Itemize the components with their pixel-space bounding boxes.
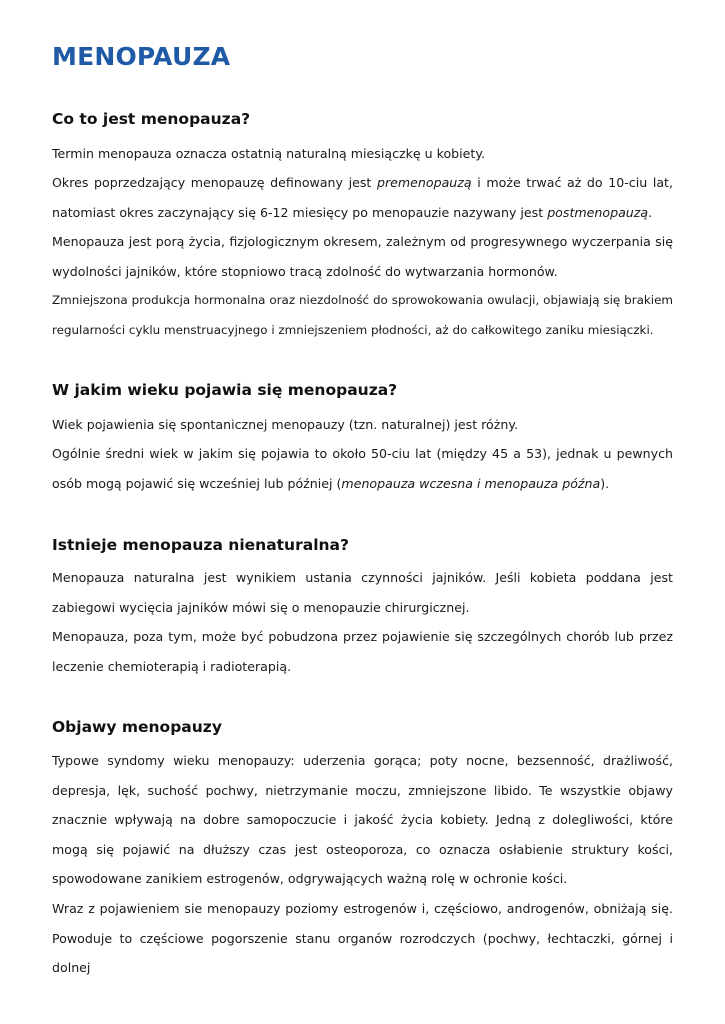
- paragraph-average-age: Ogólnie średni wiek w jakim się pojawia to około 50-ciu lat (między 45 a 53), jednak u pewnych osób mogą pojawić się wcześniej lub później (menopauza wczesna i menopauza późna).: [52, 446, 673, 491]
- paragraph-estrogen: Wraz z pojawieniem sie menopauzy poziomy estrogenów i, częściowo, androgenów, obniżają się. Powoduje to częściowe pogorszenie stanu organów rozrodczych (pochwy, łechtaczki, górnej i dolnej: [52, 901, 673, 975]
- section-heading-symptoms: Objawy menopauzy: [52, 718, 222, 736]
- section-heading-what-is: Co to jest menopauza?: [52, 110, 251, 128]
- page-title: MENOPAUZA: [52, 42, 231, 71]
- paragraph-induced: Menopauza, poza tym, może być pobudzona przez pojawienie się szczególnych chorób lub przez leczenie chemioterapią i radioterapią.: [52, 629, 673, 674]
- section-heading-unnatural: Istnieje menopauza nienaturalna?: [52, 536, 349, 554]
- paragraph-definition: Termin menopauza oznacza ostatnią naturalną miesiączkę u kobiety.: [52, 146, 486, 161]
- paragraph-surgical: Menopauza naturalna jest wynikiem ustania czynności jajników. Jeśli kobieta poddana jest zabiegowi wycięcia jajników mówi się o menopauzie chirurgicznej.: [52, 570, 673, 615]
- term-postmenopauza: postmenopauzą: [547, 204, 649, 220]
- section-heading-age: W jakim wieku pojawia się menopauza?: [52, 381, 398, 399]
- term-early-late-menopause: menopauza wczesna i menopauza późna: [341, 475, 601, 491]
- paragraph-periods: Okres poprzedzający menopauzę definowany jest premenopauzą i może trwać aż do 10-ciu lat, natomiast okres zaczynający się 6-12 miesięcy po menopauzie nazywany jest postmenopauzą.: [52, 175, 673, 220]
- paragraph-age-varies: Wiek pojawienia się spontanicznej menopauzy (tzn. naturalnej) jest różny.: [52, 417, 519, 432]
- term-premenopauza: premenopauzą: [376, 175, 472, 190]
- paragraph-symptoms: Typowe syndomy wieku menopauzy: uderzenia gorąca; poty nocne, bezsenność, drażliwość, depresja, lęk, suchość pochwy, nietrzymanie moczu, zmniejszone libido. Te wszystkie objawy znacznie wpływają na dobre samopoczucie i jakość życia kobiety. Jedną z dolegliwości, które mogą się pojawić na dłuższy czas jest osteoporoza, co oznacza osłabienie struktury kości, spowodowane zanikiem estrogenów, odgrywających ważną rolę w ochronie kości.: [52, 753, 673, 886]
- paragraph-physiology: Menopauza jest porą życia, fizjologicznym okresem, zależnym od progresywnego wyczerpania się wydolności jajników, które stopniowo tracą zdolność do wytwarzania hormonów.: [52, 234, 673, 279]
- paragraph-hormones: Zmniejszona produkcja hormonalna oraz niezdolność do sprowokowania owulacji, objawiają się brakiem regularności cyklu menstruacyjnego i zmniejszeniem płodności, aż do całkowitego zaniku miesiączki.: [52, 293, 673, 337]
